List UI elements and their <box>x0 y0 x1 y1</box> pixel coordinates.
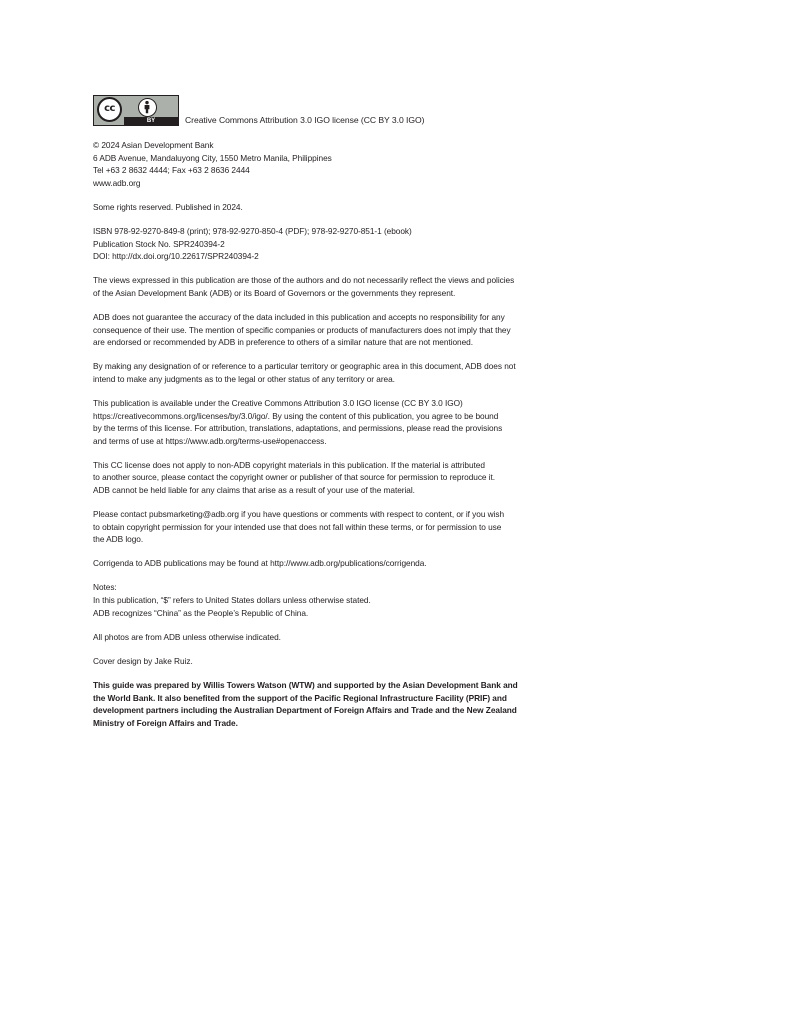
contact-info <box>93 508 598 546</box>
accuracy-disclaimer <box>93 311 598 349</box>
designation-disclaimer <box>93 360 598 385</box>
isbn-block <box>93 225 598 263</box>
publisher-info <box>93 139 598 189</box>
paragraph-line: ADB cannot be held liable for any claims that arise as a result of your use of the material. <box>93 484 415 495</box>
cover-credit <box>93 655 598 668</box>
note-item: ADB recognizes “China” as the People’s Republic of China. <box>93 607 309 618</box>
rights-line: Some rights reserved. Published in 2024. <box>93 201 243 212</box>
paragraph-line: By making any designation of or reference to a particular territory or geographic area in this document, ADB does not <box>93 361 516 372</box>
notes-section <box>93 581 598 619</box>
paragraph-line: are endorsed or recommended by ADB in preference to others of a similar nature that are not mentioned. <box>93 337 473 348</box>
paragraph-line: All photos are from ADB unless otherwise indicated. <box>93 631 281 642</box>
copyright-page <box>93 93 598 741</box>
attribution-person-icon <box>138 98 157 117</box>
paragraph-line: Cover design by Jake Ruiz. <box>93 655 193 666</box>
paragraph-line: The views expressed in this publication are those of the authors and do not necessarily reflect the views and policies <box>93 275 515 286</box>
acknowledgment <box>93 679 598 729</box>
doi-line: DOI: http://dx.doi.org/10.22617/SPR240394-2 <box>93 251 259 262</box>
paragraph-line: to obtain copyright permission for your intended use that does not fall within these terms, or for permission to use <box>93 521 502 532</box>
paragraph-line: This guide was prepared by Willis Towers Watson (WTW) and supported by the Asian Development Bank and <box>93 679 518 690</box>
paragraph-line: the ADB logo. <box>93 534 144 545</box>
cc-mark-text: cc <box>104 103 115 115</box>
paragraph-line: by the terms of this license. For attribution, translations, adaptations, and permissions, please read the provisions <box>93 423 503 434</box>
rights-statement <box>93 201 598 214</box>
license-availability <box>93 397 598 447</box>
phone-fax-line: Tel +63 2 8632 4444; Fax +63 2 8636 2444 <box>93 165 250 176</box>
isbn-line: ISBN 978-92-9270-849-8 (print); 978-92-9270-850-4 (PDF); 978-92-9270-851-1 (ebook) <box>93 225 412 236</box>
copyright-line: © 2024 Asian Development Bank <box>93 140 214 150</box>
license-title: Creative Commons Attribution 3.0 IGO license (CC BY 3.0 IGO) <box>185 115 425 125</box>
corrigenda-note <box>93 557 598 570</box>
paragraph-line: consequence of their use. The mention of specific companies or products of manufacturers does not imply that they <box>93 324 511 335</box>
address-line: 6 ADB Avenue, Mandaluyong City, 1550 Metro Manila, Philippines <box>93 152 332 163</box>
cc-by-license-badge <box>93 95 179 126</box>
license-row <box>93 93 598 126</box>
stock-number-line: Publication Stock No. SPR240394-2 <box>93 238 225 249</box>
photo-credit <box>93 631 598 644</box>
paragraph-line: Corrigenda to ADB publications may be found at http://www.adb.org/publications/corrigenda. <box>93 558 427 569</box>
paragraph-line: development partners including the Australian Department of Foreign Affairs and Trade and the New Zealand <box>93 705 517 716</box>
paragraph-line: and terms of use at https://www.adb.org/terms-use#openaccess. <box>93 435 327 446</box>
paragraph-line: This CC license does not apply to non-ADB copyright materials in this publication. If the material is attributed <box>93 459 485 470</box>
paragraph-line: Please contact pubsmarketing@adb.org if you have questions or comments with respect to content, or if you wish <box>93 509 505 520</box>
views-disclaimer <box>93 274 598 299</box>
paragraph-line: ADB does not guarantee the accuracy of the data included in this publication and accepts no responsibility for any <box>93 311 505 322</box>
paragraph-line: of the Asian Development Bank (ADB) or its Board of Governors or the governments they represent. <box>93 287 456 298</box>
note-item: In this publication, “$” refers to United States dollars unless otherwise stated. <box>93 595 371 606</box>
by-label: BY <box>124 117 178 125</box>
cc-scope-disclaimer <box>93 459 598 497</box>
website-link[interactable]: www.adb.org <box>93 177 141 188</box>
paragraph-line: intend to make any judgments as to the legal or other status of any territory or area. <box>93 373 395 384</box>
paragraph-line: Ministry of Foreign Affairs and Trade. <box>93 717 238 728</box>
paragraph-line: This publication is available under the Creative Commons Attribution 3.0 IGO license (CC BY 3.0 IGO) <box>93 397 463 408</box>
paragraph-line: to another source, please contact the copyright owner or publisher of that source for permission to reproduce it. <box>93 472 496 483</box>
creative-commons-icon <box>97 97 122 122</box>
notes-heading: Notes: <box>93 582 117 593</box>
paragraph-line: https://creativecommons.org/licenses/by/3.0/igo/. By using the content of this publication, you agree to be bound <box>93 410 499 421</box>
paragraph-line: the World Bank. It also benefited from the support of the Pacific Regional Infrastructure Facility (PRIF) and <box>93 692 507 703</box>
